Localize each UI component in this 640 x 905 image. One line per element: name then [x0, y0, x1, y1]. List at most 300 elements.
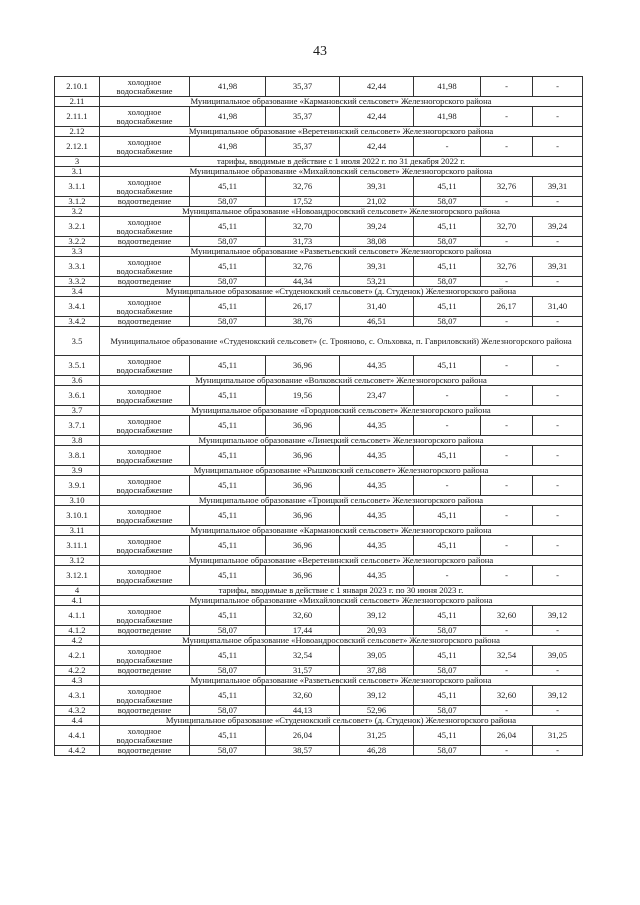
tariff-value: 38,08: [340, 237, 414, 247]
tariff-value: 44,35: [340, 446, 414, 466]
row-number: 3.5: [55, 327, 100, 356]
service-name: холодное водоснабжение: [100, 416, 190, 436]
tariff-value: 36,96: [266, 446, 340, 466]
section-header-row: [55, 167, 583, 177]
section-title: Муниципальное образование «Линецкий сельсовет» Железногорского района: [100, 436, 583, 446]
tariff-value: -: [481, 446, 533, 466]
section-title: Муниципальное образование «Студенокский сельсовет» (с. Трояново, с. Ольховка, п. Гавриловский) Железногорского района: [100, 327, 583, 356]
tariff-value: 19,56: [266, 386, 340, 406]
row-number: 3.3: [55, 247, 100, 257]
tariff-value: 58,07: [414, 626, 481, 636]
row-number: 3.10: [55, 496, 100, 506]
service-name: холодное водоснабжение: [100, 476, 190, 496]
tariff-row: [55, 626, 583, 636]
section-header-row: [55, 157, 583, 167]
tariff-value: 20,93: [340, 626, 414, 636]
service-name: водоотведение: [100, 317, 190, 327]
tariff-value: 45,11: [414, 646, 481, 666]
service-name: водоотведение: [100, 237, 190, 247]
row-number: 3.8.1: [55, 446, 100, 466]
tariff-value: -: [414, 137, 481, 157]
section-header-row: [55, 586, 583, 596]
tariff-row: [55, 476, 583, 496]
service-name: холодное водоснабжение: [100, 386, 190, 406]
tariff-value: -: [481, 137, 533, 157]
service-name: холодное водоснабжение: [100, 107, 190, 127]
tariff-value: 44,35: [340, 506, 414, 526]
section-title: Муниципальное образование «Веретенинский сельсовет» Железногорского района: [100, 127, 583, 137]
service-name: холодное водоснабжение: [100, 726, 190, 746]
row-number: 3.11: [55, 526, 100, 536]
tariff-value: 36,96: [266, 536, 340, 556]
section-header-row: [55, 636, 583, 646]
tariff-value: 36,96: [266, 416, 340, 436]
tariff-value: -: [481, 77, 533, 97]
tariff-value: 45,11: [190, 356, 266, 376]
tariff-value: 44,35: [340, 566, 414, 586]
tariff-value: 44,13: [266, 706, 340, 716]
tariff-row: [55, 137, 583, 157]
tariff-value: 45,11: [414, 536, 481, 556]
row-number: 3.1.2: [55, 197, 100, 207]
tariff-row: [55, 416, 583, 436]
service-name: холодное водоснабжение: [100, 566, 190, 586]
tariff-value: 45,11: [414, 726, 481, 746]
tariff-value: 42,44: [340, 137, 414, 157]
tariff-value: 37,88: [340, 666, 414, 676]
tariff-value: 58,07: [190, 277, 266, 287]
tariff-value: -: [533, 317, 583, 327]
tariff-value: 35,37: [266, 137, 340, 157]
service-name: холодное водоснабжение: [100, 137, 190, 157]
tariff-row: [55, 446, 583, 466]
service-name: холодное водоснабжение: [100, 356, 190, 376]
tariff-value: -: [533, 237, 583, 247]
tariff-row: [55, 297, 583, 317]
tariff-value: -: [533, 277, 583, 287]
row-number: 3.10.1: [55, 506, 100, 526]
tariff-value: -: [533, 746, 583, 756]
service-name: водоотведение: [100, 666, 190, 676]
service-name: водоотведение: [100, 706, 190, 716]
tariff-row: [55, 536, 583, 556]
service-name: водоотведение: [100, 197, 190, 207]
tariff-row: [55, 666, 583, 676]
tariff-value: 31,57: [266, 666, 340, 676]
tariff-value: 42,44: [340, 107, 414, 127]
tariff-value: 44,35: [340, 416, 414, 436]
tariff-value: 31,25: [533, 726, 583, 746]
tariff-value: 39,31: [340, 257, 414, 277]
tariff-value: -: [533, 536, 583, 556]
tariff-value: 44,35: [340, 536, 414, 556]
tariff-value: -: [414, 416, 481, 436]
tariff-value: 31,40: [533, 297, 583, 317]
tariff-row: [55, 107, 583, 127]
tariff-value: -: [533, 446, 583, 466]
tariff-value: 44,34: [266, 277, 340, 287]
section-title: Муниципальное образование «Новоандросовский сельсовет» Железногорского района: [100, 636, 583, 646]
tariff-value: 45,11: [414, 686, 481, 706]
tariff-value: 46,51: [340, 317, 414, 327]
tariff-row: [55, 646, 583, 666]
tariff-value: 45,11: [190, 686, 266, 706]
row-number: 3.4.2: [55, 317, 100, 327]
tariff-value: 58,07: [190, 626, 266, 636]
row-number: 4.1.1: [55, 606, 100, 626]
row-number: 4.3: [55, 676, 100, 686]
tariff-value: -: [533, 566, 583, 586]
tariff-value: -: [533, 197, 583, 207]
section-title: Муниципальное образование «Городновский сельсовет» Железногорского района: [100, 406, 583, 416]
tariff-value: -: [533, 107, 583, 127]
tariff-value: 17,52: [266, 197, 340, 207]
row-number: 4.1.2: [55, 626, 100, 636]
tariff-value: -: [533, 506, 583, 526]
section-title: Муниципальное образование «Студенокский сельсовет» (д. Студенок) Железногорского района: [100, 287, 583, 297]
section-header-row: [55, 287, 583, 297]
tariff-row: [55, 257, 583, 277]
row-number: 3.9: [55, 466, 100, 476]
row-number: 3.7.1: [55, 416, 100, 436]
tariff-value: -: [481, 536, 533, 556]
row-number: 3.8: [55, 436, 100, 446]
tariff-value: 58,07: [414, 746, 481, 756]
tariff-value: 45,11: [190, 506, 266, 526]
section-title: Муниципальное образование «Кармановский сельсовет» Железногорского района: [100, 526, 583, 536]
tariff-value: -: [481, 356, 533, 376]
section-title: Муниципальное образование «Михайловский сельсовет» Железногорского района: [100, 167, 583, 177]
row-number: 4.4: [55, 716, 100, 726]
tariff-value: 45,11: [414, 506, 481, 526]
tariff-row: [55, 386, 583, 406]
section-header-row: [55, 327, 583, 356]
tariff-value: -: [481, 566, 533, 586]
row-number: 4.4.2: [55, 746, 100, 756]
tariff-value: -: [481, 476, 533, 496]
tariff-value: 45,11: [190, 446, 266, 466]
tariff-row: [55, 746, 583, 756]
section-header-row: [55, 127, 583, 137]
tariff-value: 46,28: [340, 746, 414, 756]
tariff-value: 32,70: [266, 217, 340, 237]
tariff-value: 21,02: [340, 197, 414, 207]
tariff-value: -: [414, 566, 481, 586]
section-title: Муниципальное образование «Рышковский сельсовет» Железногорского района: [100, 466, 583, 476]
tariff-value: -: [533, 416, 583, 436]
tariff-value: 45,11: [190, 416, 266, 436]
service-name: холодное водоснабжение: [100, 536, 190, 556]
tariff-value: 45,11: [414, 257, 481, 277]
tariff-value: 45,11: [414, 446, 481, 466]
tariff-value: -: [481, 386, 533, 406]
tariff-value: 39,12: [533, 606, 583, 626]
tariff-value: 53,21: [340, 277, 414, 287]
tariff-value: 39,12: [340, 686, 414, 706]
tariff-value: -: [481, 746, 533, 756]
tariff-value: -: [414, 476, 481, 496]
tariff-value: -: [533, 666, 583, 676]
tariff-value: 23,47: [340, 386, 414, 406]
service-name: холодное водоснабжение: [100, 606, 190, 626]
tariff-value: 39,24: [533, 217, 583, 237]
tariff-value: 44,35: [340, 476, 414, 496]
tariff-row: [55, 197, 583, 207]
section-title: Муниципальное образование «Разветьевский сельсовет» Железногорского района: [100, 247, 583, 257]
tariff-value: -: [481, 416, 533, 436]
tariff-value: 36,96: [266, 356, 340, 376]
tariff-value: 45,11: [190, 726, 266, 746]
row-number: 4.3.1: [55, 686, 100, 706]
tariff-value: -: [481, 197, 533, 207]
row-number: 3.4: [55, 287, 100, 297]
tariff-value: 58,07: [190, 317, 266, 327]
section-title: Муниципальное образование «Новоандросовский сельсовет» Железногорского района: [100, 207, 583, 217]
row-number: 3.1.1: [55, 177, 100, 197]
tariff-value: 39,31: [533, 177, 583, 197]
row-number: 2.11: [55, 97, 100, 107]
tariff-value: 58,07: [190, 666, 266, 676]
row-number: 3.5.1: [55, 356, 100, 376]
tariff-value: -: [481, 277, 533, 287]
tariff-value: 39,31: [340, 177, 414, 197]
tariff-value: -: [533, 77, 583, 97]
row-number: 2.10.1: [55, 77, 100, 97]
service-name: водоотведение: [100, 746, 190, 756]
tariff-row: [55, 686, 583, 706]
section-header-row: [55, 406, 583, 416]
tariff-row: [55, 506, 583, 526]
tariff-value: 45,11: [190, 566, 266, 586]
section-header-row: [55, 596, 583, 606]
tariff-value: 45,11: [414, 606, 481, 626]
service-name: холодное водоснабжение: [100, 446, 190, 466]
tariff-value: 42,44: [340, 77, 414, 97]
tariff-value: 26,04: [266, 726, 340, 746]
tariff-value: 45,11: [190, 476, 266, 496]
service-name: холодное водоснабжение: [100, 217, 190, 237]
section-header-row: [55, 436, 583, 446]
row-number: 3.12: [55, 556, 100, 566]
tariff-value: 45,11: [190, 646, 266, 666]
section-header-row: [55, 466, 583, 476]
section-title: Муниципальное образование «Волковский сельсовет» Железногорского района: [100, 376, 583, 386]
row-number: 3.6: [55, 376, 100, 386]
tariff-value: 26,04: [481, 726, 533, 746]
tariff-value: 32,54: [266, 646, 340, 666]
tariff-value: 58,07: [414, 706, 481, 716]
tariff-row: [55, 726, 583, 746]
service-name: холодное водоснабжение: [100, 257, 190, 277]
tariff-value: 45,11: [190, 606, 266, 626]
tariff-value: 32,60: [481, 606, 533, 626]
tariff-value: 32,76: [266, 177, 340, 197]
tariff-value: 45,11: [190, 386, 266, 406]
tariff-value: 41,98: [414, 77, 481, 97]
section-header-row: [55, 496, 583, 506]
tariff-value: 32,76: [481, 257, 533, 277]
tariff-value: 31,40: [340, 297, 414, 317]
row-number: 4.2: [55, 636, 100, 646]
row-number: 2.12: [55, 127, 100, 137]
tariff-value: 58,07: [190, 706, 266, 716]
tariff-value: 32,60: [266, 606, 340, 626]
tariff-value: 45,11: [190, 297, 266, 317]
section-title: тарифы, вводимые в действие с 1 июля 2022 г. по 31 декабря 2022 г.: [100, 157, 583, 167]
tariff-row: [55, 237, 583, 247]
tariff-row: [55, 77, 583, 97]
tariff-value: 26,17: [266, 297, 340, 317]
row-number: 3.12.1: [55, 566, 100, 586]
section-header-row: [55, 247, 583, 257]
row-number: 4.2.2: [55, 666, 100, 676]
tariff-value: 17,44: [266, 626, 340, 636]
tariff-value: -: [481, 706, 533, 716]
tariff-value: -: [481, 666, 533, 676]
tariff-value: 58,07: [414, 277, 481, 287]
section-header-row: [55, 676, 583, 686]
tariff-value: 35,37: [266, 77, 340, 97]
tariff-value: 41,98: [414, 107, 481, 127]
tariff-value: 39,05: [533, 646, 583, 666]
row-number: 4.4.1: [55, 726, 100, 746]
row-number: 3.11.1: [55, 536, 100, 556]
tariff-value: 39,31: [533, 257, 583, 277]
tariff-table: [54, 76, 583, 756]
section-title: Муниципальное образование «Михайловский сельсовет» Железногорского района: [100, 596, 583, 606]
tariff-row: [55, 277, 583, 287]
section-header-row: [55, 716, 583, 726]
tariff-value: -: [533, 476, 583, 496]
service-name: холодное водоснабжение: [100, 646, 190, 666]
tariff-value: 35,37: [266, 107, 340, 127]
tariff-value: -: [533, 626, 583, 636]
row-number: 3.2.2: [55, 237, 100, 247]
tariff-value: 41,98: [190, 77, 266, 97]
service-name: холодное водоснабжение: [100, 297, 190, 317]
tariff-value: -: [533, 137, 583, 157]
section-title: Муниципальное образование «Разветьевский сельсовет» Железногорского района: [100, 676, 583, 686]
tariff-value: -: [481, 317, 533, 327]
row-number: 3: [55, 157, 100, 167]
row-number: 4.2.1: [55, 646, 100, 666]
tariff-value: 52,96: [340, 706, 414, 716]
tariff-value: 45,11: [190, 257, 266, 277]
section-header-row: [55, 526, 583, 536]
tariff-row: [55, 706, 583, 716]
tariff-value: 32,76: [481, 177, 533, 197]
tariff-value: 31,25: [340, 726, 414, 746]
tariff-value: 45,11: [414, 177, 481, 197]
tariff-value: 39,12: [340, 606, 414, 626]
service-name: водоотведение: [100, 626, 190, 636]
row-number: 4.3.2: [55, 706, 100, 716]
tariff-row: [55, 177, 583, 197]
row-number: 4: [55, 586, 100, 596]
tariff-value: 58,07: [190, 197, 266, 207]
tariff-value: 36,96: [266, 566, 340, 586]
section-header-row: [55, 556, 583, 566]
tariff-value: 36,96: [266, 476, 340, 496]
tariff-value: 38,57: [266, 746, 340, 756]
tariff-value: -: [533, 386, 583, 406]
tariff-value: 32,60: [266, 686, 340, 706]
row-number: 3.1: [55, 167, 100, 177]
tariff-value: 45,11: [190, 177, 266, 197]
section-title: Муниципальное образование «Троицкий сельсовет» Железногорского района: [100, 496, 583, 506]
section-header-row: [55, 207, 583, 217]
tariff-value: 32,70: [481, 217, 533, 237]
tariff-value: 41,98: [190, 107, 266, 127]
section-title: Муниципальное образование «Веретенинский сельсовет» Железногорского района: [100, 556, 583, 566]
section-title: тарифы, вводимые в действие с 1 января 2023 г. по 30 июня 2023 г.: [100, 586, 583, 596]
tariff-value: 58,07: [414, 197, 481, 207]
service-name: холодное водоснабжение: [100, 77, 190, 97]
row-number: 3.3.1: [55, 257, 100, 277]
tariff-value: 39,12: [533, 686, 583, 706]
service-name: водоотведение: [100, 277, 190, 287]
section-header-row: [55, 376, 583, 386]
row-number: 3.6.1: [55, 386, 100, 406]
tariff-value: 58,07: [190, 746, 266, 756]
tariff-value: 41,98: [190, 137, 266, 157]
tariff-value: 45,11: [414, 356, 481, 376]
row-number: 4.1: [55, 596, 100, 606]
service-name: холодное водоснабжение: [100, 686, 190, 706]
tariff-value: 58,07: [414, 317, 481, 327]
tariff-value: 36,96: [266, 506, 340, 526]
tariff-value: -: [481, 107, 533, 127]
tariff-value: 32,60: [481, 686, 533, 706]
tariff-value: -: [533, 706, 583, 716]
tariff-row: [55, 356, 583, 376]
tariff-value: -: [533, 356, 583, 376]
row-number: 3.2.1: [55, 217, 100, 237]
service-name: холодное водоснабжение: [100, 506, 190, 526]
tariff-value: 39,24: [340, 217, 414, 237]
tariff-value: 58,07: [414, 666, 481, 676]
tariff-row: [55, 217, 583, 237]
row-number: 2.12.1: [55, 137, 100, 157]
tariff-value: 45,11: [190, 536, 266, 556]
tariff-value: -: [414, 386, 481, 406]
tariff-value: 58,07: [190, 237, 266, 247]
service-name: холодное водоснабжение: [100, 177, 190, 197]
tariff-value: 45,11: [414, 217, 481, 237]
tariff-value: 32,54: [481, 646, 533, 666]
section-title: Муниципальное образование «Студенокский сельсовет» (д. Студенок) Железногорского района: [100, 716, 583, 726]
row-number: 3.2: [55, 207, 100, 217]
row-number: 3.4.1: [55, 297, 100, 317]
tariff-value: 39,05: [340, 646, 414, 666]
tariff-value: 45,11: [414, 297, 481, 317]
tariff-value: 31,73: [266, 237, 340, 247]
row-number: 3.9.1: [55, 476, 100, 496]
tariff-value: 45,11: [190, 217, 266, 237]
row-number: 2.11.1: [55, 107, 100, 127]
tariff-value: 58,07: [414, 237, 481, 247]
section-title: Муниципальное образование «Кармановский сельсовет» Железногорского района: [100, 97, 583, 107]
row-number: 3.7: [55, 406, 100, 416]
tariff-row: [55, 317, 583, 327]
tariff-value: 32,76: [266, 257, 340, 277]
tariff-value: 38,76: [266, 317, 340, 327]
tariff-row: [55, 606, 583, 626]
tariff-value: -: [481, 626, 533, 636]
section-header-row: [55, 97, 583, 107]
page-number: 43: [313, 44, 327, 59]
tariff-value: 26,17: [481, 297, 533, 317]
